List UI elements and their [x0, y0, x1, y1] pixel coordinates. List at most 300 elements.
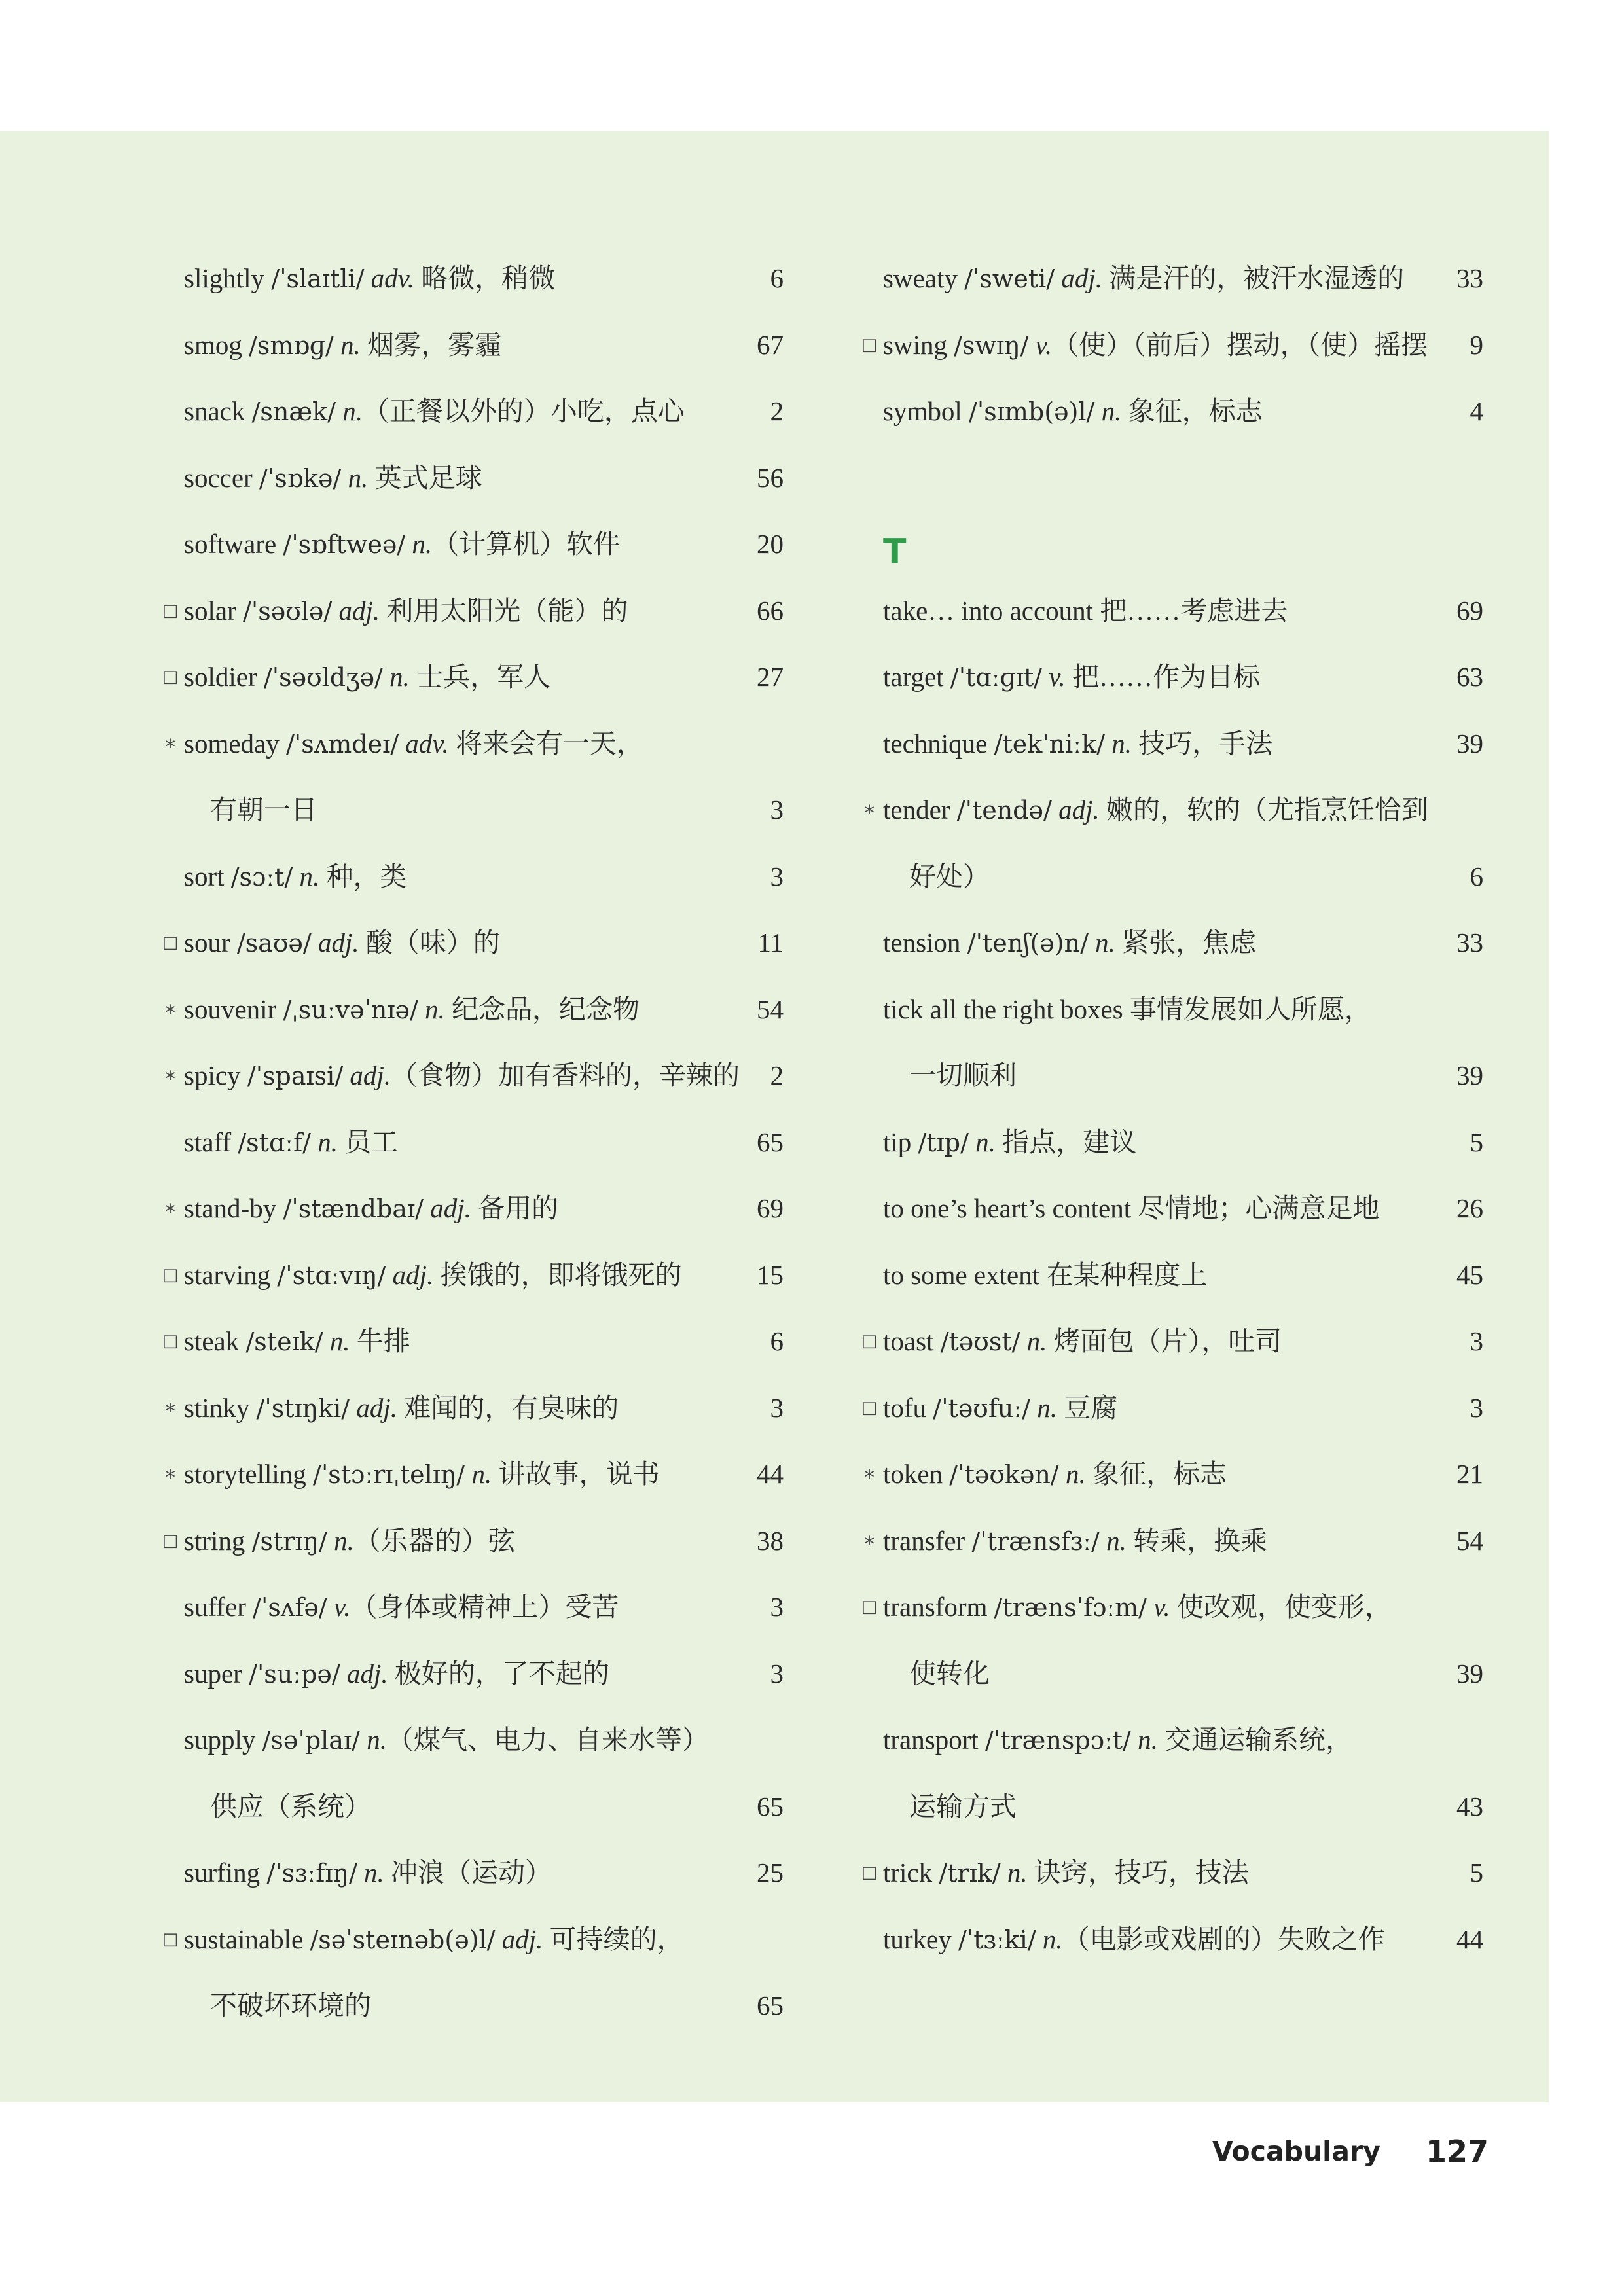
entry-definition: 象征，标志 [1128, 396, 1263, 426]
entry-headword: soldier [184, 662, 257, 692]
entry-page-number: 11 [757, 927, 784, 958]
vocab-entry [160, 910, 784, 977]
entry-definition: 事情发展如人所愿， [1129, 994, 1371, 1024]
entry-text [184, 1840, 552, 1907]
entry-phonetic: /ˈstændbaɪ/ [283, 1194, 424, 1223]
entry-definition: 交通运输系统， [1164, 1725, 1353, 1755]
entry-part-of-speech: n. [1106, 1525, 1127, 1556]
entry-continuation [859, 1641, 1483, 1708]
entry-page-number: 39 [1456, 1658, 1483, 1689]
entry-headword: symbol [883, 396, 962, 426]
entry-phonetic: /ˈsəʊlə/ [242, 596, 333, 626]
entry-text [883, 1242, 1207, 1309]
vocab-entry [859, 1907, 1483, 1973]
entry-definition: 把……考虑进去 [1100, 595, 1288, 626]
entry-definition: （乐器的）弦 [353, 1525, 515, 1556]
asterisk-marker: * [165, 1066, 175, 1091]
vocab-entry [160, 1043, 784, 1109]
entry-headword: technique [883, 728, 988, 759]
entry-page-number: 44 [757, 1459, 784, 1489]
entry-definition: （使）（前后）摆动，（使）摇摆 [1052, 329, 1428, 360]
entry-page-number: 66 [757, 595, 784, 626]
entry-phonetic: /tɪp/ [918, 1128, 969, 1157]
square-marker: □ [861, 1863, 878, 1882]
entry-text [210, 777, 317, 844]
entry-text [883, 1707, 1352, 1774]
entry-definition: 一切顺利 [909, 1060, 1017, 1090]
entry-text [184, 511, 620, 579]
entry-text [184, 1242, 682, 1310]
entry-phonetic: /sɔːt/ [230, 862, 293, 891]
entry-page-number: 39 [1456, 1060, 1483, 1090]
entry-text [184, 1043, 740, 1110]
entry-page-number: 33 [1456, 263, 1483, 293]
entry-part-of-speech: n. [329, 1326, 350, 1356]
entry-definition: 备用的 [478, 1193, 559, 1223]
entry-page-number: 15 [757, 1259, 784, 1290]
entry-text [909, 1641, 990, 1708]
entry-page-number: 2 [770, 1060, 784, 1090]
vocab-entry [859, 711, 1483, 778]
entry-phonetic: /stɑːf/ [238, 1128, 311, 1157]
entry-headword: toast [883, 1326, 934, 1356]
entry-definition: 讲故事，说书 [498, 1459, 660, 1489]
entry-definition: 满是汗的，被汗水湿透的 [1109, 263, 1405, 293]
entry-text [184, 711, 643, 778]
entry-definition: 象征，标志 [1092, 1459, 1227, 1489]
section-gap [859, 445, 1483, 512]
entry-text [184, 1441, 659, 1509]
entry-part-of-speech: adj. [346, 1658, 388, 1689]
entry-page-number: 26 [1456, 1193, 1483, 1223]
vocab-entry [859, 1441, 1483, 1508]
asterisk-marker: * [165, 1465, 175, 1490]
vocab-entry [859, 312, 1483, 379]
vocab-entry [160, 1840, 784, 1907]
entry-definition: 利用太阳光（能）的 [386, 595, 628, 626]
entry-definition: 使转化 [909, 1658, 990, 1689]
square-marker: □ [162, 1331, 179, 1351]
entry-page-number: 3 [770, 1592, 784, 1622]
entry-part-of-speech: n. [389, 662, 410, 692]
entry-definition: 将来会有一天， [455, 728, 643, 759]
entry-phonetic: /ˈstɪŋki/ [256, 1393, 350, 1423]
entry-page-number: 69 [1456, 595, 1483, 626]
asterisk-marker: * [165, 734, 175, 759]
entry-phonetic: /trænsˈfɔːm/ [994, 1593, 1147, 1622]
entry-headword: staff [184, 1126, 232, 1157]
entry-phonetic: /təʊst/ [940, 1327, 1020, 1356]
entry-page-number: 3 [770, 795, 784, 825]
entry-phonetic: /səˈplaɪ/ [262, 1726, 360, 1755]
entry-text [184, 1641, 609, 1708]
asterisk-marker: * [165, 1398, 175, 1424]
entry-text [883, 777, 1428, 844]
entry-headword: super [184, 1658, 242, 1689]
entry-part-of-speech: adj. [338, 595, 380, 626]
entry-continuation [859, 844, 1483, 910]
entry-text [909, 1774, 1017, 1840]
entry-text [184, 1574, 619, 1641]
entry-headword: souvenir [184, 994, 277, 1024]
entry-headword: software [184, 529, 277, 559]
entry-phonetic: /ˈsɒkə/ [259, 463, 342, 493]
entry-page-number: 69 [757, 1193, 784, 1223]
entry-part-of-speech: adj. [1058, 795, 1100, 825]
entry-definition: 酸（味）的 [365, 927, 500, 958]
entry-part-of-speech: adj. [501, 1924, 543, 1954]
vocab-entry [859, 1840, 1483, 1907]
square-marker: □ [162, 1265, 179, 1285]
vocab-entry [859, 1375, 1483, 1442]
entry-part-of-speech: adj. [317, 927, 359, 958]
entry-part-of-speech: n. [367, 1725, 387, 1755]
entry-phonetic: /ˈsɜːfɪŋ/ [266, 1859, 357, 1888]
vocab-entry [160, 378, 784, 445]
entry-phonetic: /smɒɡ/ [249, 331, 334, 360]
entry-headword: solar [184, 595, 236, 626]
entry-headword: string [184, 1525, 245, 1556]
vocab-entry [160, 977, 784, 1043]
section-letter: T [883, 532, 907, 571]
entry-definition: （煤气、电力、自来水等） [386, 1725, 709, 1755]
entry-definition: 使改观，使变形， [1176, 1592, 1392, 1622]
entry-text [883, 1109, 1136, 1177]
entry-part-of-speech: adv. [405, 728, 449, 759]
entry-page-number: 54 [1456, 1525, 1483, 1556]
entry-headword: supply [184, 1725, 256, 1755]
entry-phonetic: /ˈsweti/ [964, 264, 1055, 293]
right-column [859, 245, 1483, 1973]
entry-definition: 有朝一日 [210, 795, 317, 825]
entry-phonetic: /ˈsɒftweə/ [283, 530, 406, 559]
section-t-entries [859, 578, 1483, 1973]
vocab-entry [859, 1308, 1483, 1375]
entry-part-of-speech: adj. [356, 1392, 398, 1423]
vocab-entry [160, 511, 784, 578]
entry-definition: 烟雾，雾霾 [367, 329, 502, 360]
entry-text [883, 1907, 1385, 1974]
entry-text [883, 578, 1288, 645]
entry-definition: 牛排 [356, 1326, 410, 1356]
vocab-entry [160, 1574, 784, 1641]
square-marker: □ [861, 1597, 878, 1617]
vocab-entry [160, 1175, 784, 1242]
entry-text [883, 1508, 1267, 1575]
entry-definition: 极好的，了不起的 [394, 1658, 609, 1689]
entry-page-number: 2 [770, 396, 784, 426]
entry-text [883, 1308, 1282, 1376]
entry-text [184, 245, 555, 313]
entry-part-of-speech: n. [1065, 1459, 1086, 1489]
entry-phonetic: /ˈtɜːki/ [958, 1925, 1036, 1954]
entry-phonetic: /saʊə/ [236, 929, 312, 958]
entry-headword: tick all the right boxes [883, 994, 1123, 1024]
entry-part-of-speech: n. [412, 529, 433, 559]
entry-part-of-speech: n. [425, 994, 445, 1024]
entry-part-of-speech: n. [1101, 396, 1122, 426]
entry-part-of-speech: n. [342, 396, 363, 426]
entry-text [909, 1043, 1017, 1109]
entry-phonetic: /ˈstɔːrɪˌtelɪŋ/ [313, 1460, 465, 1489]
entry-phonetic: /tekˈniːk/ [994, 729, 1105, 759]
entry-text [184, 1508, 515, 1575]
vocab-entry [859, 1707, 1483, 1774]
entry-text [184, 644, 550, 711]
vocab-entry [160, 844, 784, 910]
entry-phonetic: /ˈtenʃ(ə)n/ [967, 929, 1089, 958]
entry-text [883, 977, 1371, 1043]
entry-headword: stand-by [184, 1193, 277, 1223]
entry-definition: 英式足球 [374, 462, 482, 493]
entry-headword: trick [883, 1857, 933, 1888]
entry-definition: 士兵，军人 [416, 662, 551, 692]
entry-text [883, 312, 1428, 380]
vocab-entry [859, 578, 1483, 645]
entry-part-of-speech: n. [299, 861, 320, 891]
entry-page-number: 54 [757, 994, 784, 1024]
entry-part-of-speech: adj. [392, 1259, 434, 1290]
entry-text [184, 445, 482, 512]
entry-text [883, 245, 1404, 313]
entry-headword: surfing [184, 1857, 261, 1888]
square-marker: □ [861, 334, 878, 355]
square-marker: □ [162, 933, 179, 952]
entry-page-number: 33 [1456, 927, 1483, 958]
entry-text [184, 378, 685, 446]
entry-headword: sour [184, 927, 230, 958]
entry-text [184, 578, 628, 645]
vocab-entry [859, 910, 1483, 977]
vocab-entry [160, 1641, 784, 1708]
entry-page-number: 44 [1456, 1924, 1483, 1954]
entry-part-of-speech: n. [1037, 1392, 1058, 1423]
entry-continuation [859, 1043, 1483, 1109]
entry-phonetic: /səˈsteɪnəb(ə)l/ [310, 1925, 496, 1954]
entry-phonetic: /ˌsuːvəˈnɪə/ [283, 995, 418, 1024]
entry-phonetic: /snæk/ [251, 397, 336, 426]
asterisk-marker: * [864, 1465, 875, 1490]
entry-part-of-speech: n. [348, 462, 369, 493]
vocab-entry [859, 378, 1483, 445]
entry-phonetic: /ˈtendə/ [956, 796, 1052, 825]
entry-phonetic: /ˈsɪmb(ə)l/ [969, 397, 1095, 426]
entry-definition: 技巧，手法 [1138, 728, 1273, 759]
entry-definition: 冲浪（运动） [391, 1857, 552, 1888]
entry-continuation [160, 1774, 784, 1840]
entry-phonetic: /ˈspaɪsi/ [247, 1062, 344, 1090]
vocab-entry [160, 711, 784, 778]
entry-headword: storytelling [184, 1459, 306, 1489]
entry-text [184, 1907, 684, 1974]
square-marker: □ [162, 1929, 179, 1949]
entry-definition: 在某种程度上 [1046, 1259, 1208, 1290]
entry-page-number: 6 [1470, 861, 1483, 891]
entry-text [184, 977, 640, 1044]
vocab-entry [160, 578, 784, 645]
entry-text [883, 1175, 1379, 1242]
entry-definition: （电影或戏剧的）失败之作 [1062, 1924, 1385, 1954]
entry-headword: sweaty [883, 263, 958, 293]
vocab-entry [859, 245, 1483, 312]
entry-text [883, 1840, 1249, 1907]
entry-definition: 可持续的， [549, 1924, 684, 1954]
entry-text [184, 312, 501, 380]
entry-definition: 转乘，换乘 [1133, 1525, 1268, 1556]
vocab-entry [160, 245, 784, 312]
entry-definition: 紧张，焦虑 [1122, 927, 1257, 958]
entry-definition: 供应（系统） [210, 1791, 371, 1821]
vocab-entry [859, 1508, 1483, 1575]
vocab-entry [160, 1907, 784, 1973]
entry-definition: 指点，建议 [1002, 1126, 1137, 1157]
entry-page-number: 65 [757, 1791, 784, 1821]
square-marker: □ [162, 667, 179, 687]
entry-page-number: 39 [1456, 728, 1483, 759]
square-marker: □ [162, 600, 179, 620]
entry-phonetic: /steɪk/ [245, 1327, 323, 1356]
entry-continuation [160, 1973, 784, 2039]
entry-headword: starving [184, 1259, 271, 1290]
entry-headword: tofu [883, 1392, 927, 1423]
entry-headword: tender [883, 795, 950, 825]
footer-title: Vocabulary [1212, 2136, 1380, 2167]
entry-part-of-speech: n. [317, 1126, 338, 1157]
entry-headword: target [883, 662, 944, 692]
entry-page-number: 45 [1456, 1259, 1483, 1290]
entry-part-of-speech: n. [1007, 1857, 1028, 1888]
entry-headword: soccer [184, 462, 253, 493]
entry-text [883, 1441, 1227, 1509]
vocab-entry [160, 644, 784, 711]
entry-text [909, 844, 990, 910]
entry-text [184, 1375, 619, 1443]
section-s-entries [859, 245, 1483, 445]
entry-part-of-speech: n. [1095, 927, 1115, 958]
entry-part-of-speech: v. [1049, 662, 1066, 692]
entry-page-number: 65 [757, 1126, 784, 1157]
entry-text [883, 711, 1272, 778]
entry-text [883, 1375, 1117, 1443]
entry-headword: steak [184, 1326, 240, 1356]
entry-definition: 烤面包（片），吐司 [1053, 1326, 1282, 1356]
vocab-entry [160, 1308, 784, 1375]
entry-headword: sort [184, 861, 225, 891]
entry-part-of-speech: n. [975, 1126, 996, 1157]
entry-text [184, 1707, 709, 1774]
entry-phonetic: /ˈtrænspɔːt/ [985, 1726, 1131, 1755]
entry-headword: someday [184, 728, 280, 759]
entry-part-of-speech: v. [1153, 1592, 1170, 1622]
entry-text [184, 1308, 410, 1376]
entry-headword: stinky [184, 1392, 250, 1423]
left-column [160, 245, 784, 2039]
entry-phonetic: /ˈtəʊkən/ [949, 1460, 1059, 1489]
entry-page-number: 3 [1470, 1326, 1483, 1356]
entry-part-of-speech: n. [1111, 728, 1132, 759]
entry-part-of-speech: v. [1035, 329, 1053, 360]
entry-definition: 纪念品，纪念物 [452, 994, 640, 1024]
entry-page-number: 5 [1470, 1126, 1483, 1157]
entry-definition: （正餐以外的）小吃，点心 [362, 396, 685, 426]
square-marker: □ [861, 1397, 878, 1418]
vocab-entry [160, 1375, 784, 1442]
entry-page-number: 43 [1456, 1791, 1483, 1821]
entry-page-number: 27 [757, 662, 784, 692]
entry-text [883, 644, 1260, 711]
entry-definition: 员工 [344, 1126, 399, 1157]
entry-headword: smog [184, 329, 242, 360]
entry-text [883, 910, 1256, 977]
entry-headword: swing [883, 329, 947, 360]
entry-definition: 好处） [909, 861, 990, 891]
entry-headword: sustainable [184, 1924, 304, 1954]
entry-definition: 诀窍，技巧，技法 [1034, 1857, 1249, 1888]
vocab-entry [160, 1508, 784, 1575]
entry-headword: to one’s heart’s content [883, 1193, 1132, 1223]
entry-headword: transport [883, 1725, 979, 1755]
entry-part-of-speech: adj. [350, 1060, 391, 1090]
entry-definition: 难闻的，有臭味的 [404, 1392, 619, 1423]
entry-page-number: 20 [757, 529, 784, 559]
entry-page-number: 38 [757, 1525, 784, 1556]
vocab-entry [859, 1574, 1483, 1641]
entry-definition: 挨饿的，即将饿死的 [440, 1259, 682, 1290]
entry-part-of-speech: v. [333, 1592, 351, 1622]
entry-page-number: 4 [1470, 396, 1483, 426]
entry-text [184, 844, 406, 911]
entry-part-of-speech: adv. [370, 263, 415, 293]
entry-definition: 把……作为目标 [1072, 662, 1260, 692]
entry-continuation [160, 777, 784, 844]
entry-headword: tension [883, 927, 961, 958]
vocab-entry [160, 1707, 784, 1774]
entry-text [184, 1175, 558, 1243]
entry-phonetic: /strɪŋ/ [251, 1526, 327, 1556]
entry-page-number: 63 [1456, 662, 1483, 692]
entry-part-of-speech: n. [1138, 1725, 1158, 1755]
entry-definition: （身体或精神上）受苦 [350, 1592, 619, 1622]
vocab-entry [859, 777, 1483, 844]
entry-page-number: 21 [1456, 1459, 1483, 1489]
entry-phonetic: /ˈtɑːɡɪt/ [950, 663, 1043, 692]
entry-phonetic: /ˈsuːpə/ [249, 1659, 340, 1689]
vocab-entry [859, 1175, 1483, 1242]
entry-text [883, 378, 1263, 446]
asterisk-marker: * [165, 1199, 175, 1224]
entry-phonetic: /ˈtəʊfuː/ [933, 1393, 1031, 1423]
entry-headword: slightly [184, 263, 265, 293]
entry-headword: take… into account [883, 595, 1094, 626]
entry-headword: turkey [883, 1924, 952, 1954]
entry-phonetic: /swɪŋ/ [954, 331, 1029, 360]
entry-definition: 尽情地；心满意足地 [1138, 1193, 1380, 1223]
entry-phonetic: /ˈsʌfə/ [253, 1593, 327, 1622]
entry-phonetic: /ˈslaɪtli/ [271, 264, 365, 293]
square-marker: □ [162, 1530, 179, 1551]
entry-definition: 种，类 [326, 861, 407, 891]
entry-page-number: 65 [757, 1990, 784, 2020]
entry-page-number: 3 [1470, 1392, 1483, 1423]
entry-part-of-speech: n. [471, 1459, 492, 1489]
entry-phonetic: /ˈsʌmdeɪ/ [286, 729, 399, 759]
entry-definition: 豆腐 [1064, 1392, 1118, 1423]
entry-part-of-speech: adj. [430, 1193, 471, 1223]
entry-phonetic: /ˈsəʊldʒə/ [263, 663, 383, 692]
vocab-entry [859, 977, 1483, 1043]
entry-page-number: 9 [1470, 329, 1483, 360]
entry-part-of-speech: n. [340, 329, 361, 360]
